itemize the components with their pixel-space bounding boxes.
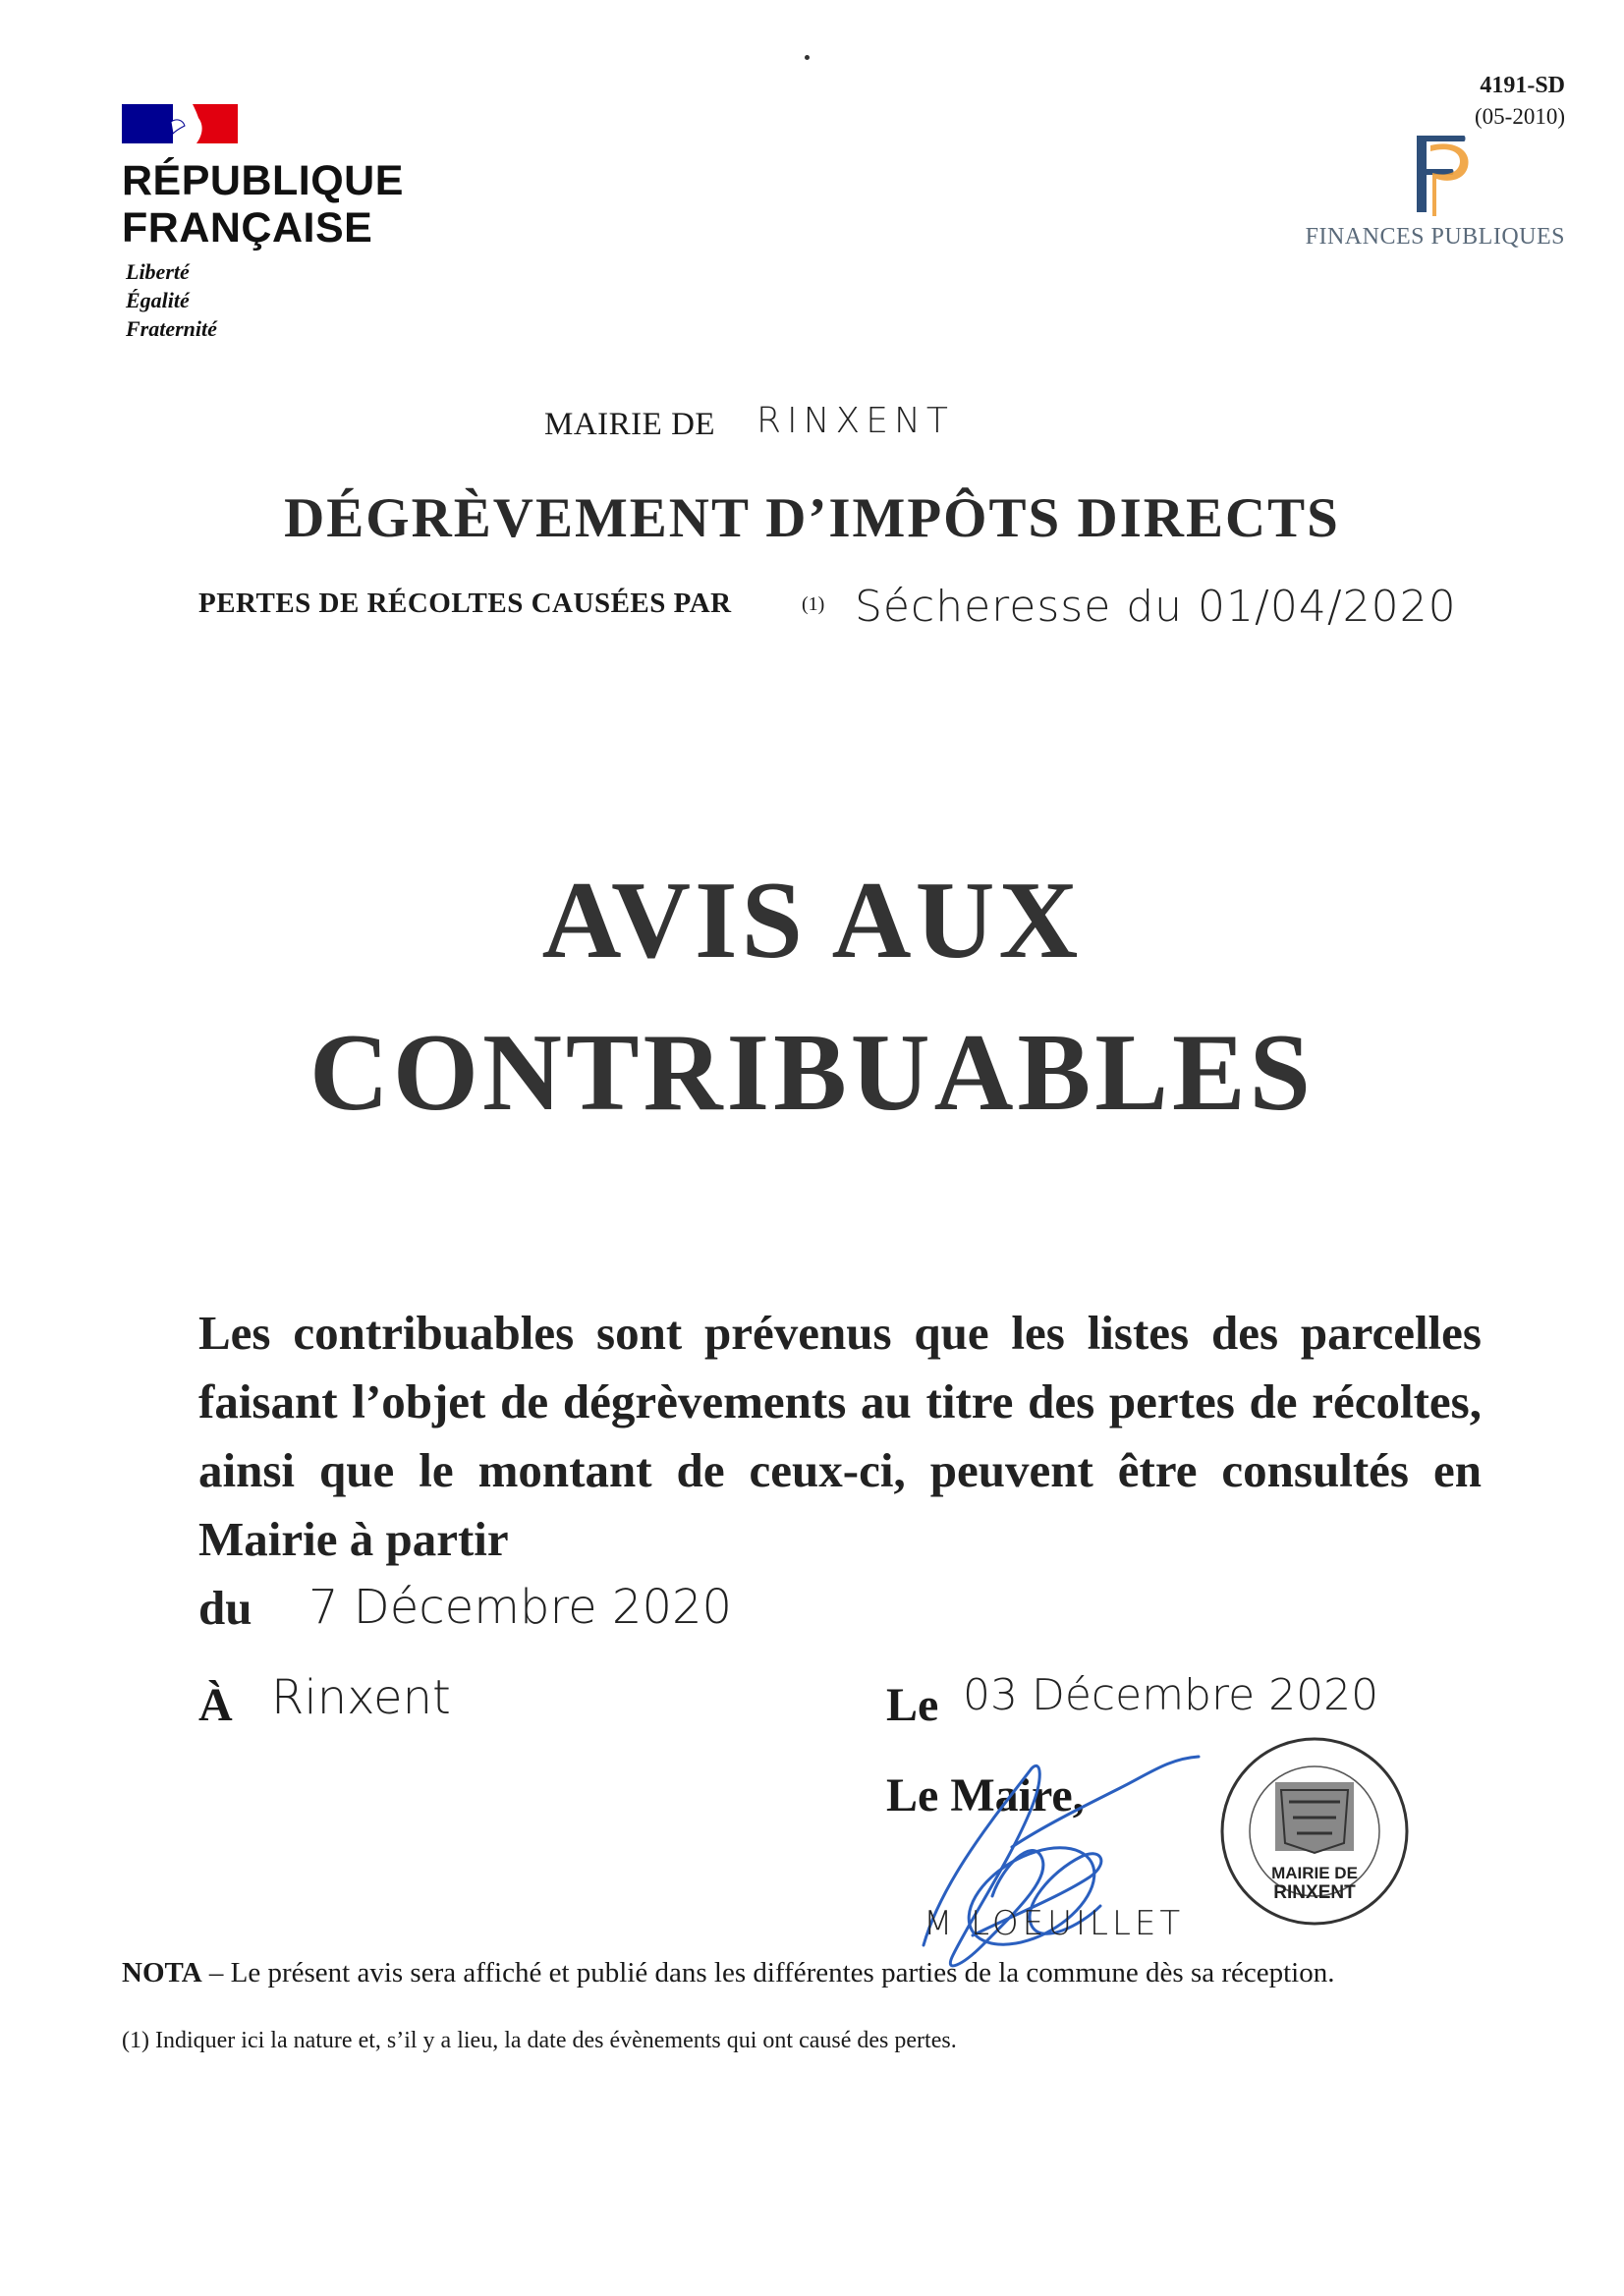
place-value: Rinxent bbox=[271, 1670, 451, 1725]
form-date: (05-2010) bbox=[1475, 104, 1565, 129]
republic-title bbox=[122, 157, 404, 252]
seal-text-line2: RINXENT bbox=[1273, 1882, 1356, 1903]
avis-heading bbox=[0, 845, 1624, 1149]
marianne-flag-logo bbox=[122, 102, 240, 145]
republic-title-line2: FRANÇAISE bbox=[122, 204, 373, 252]
footnote: (1) Indiquer ici la nature et, s’il y a lieu, la date des évènements qui ont causé des pertes. bbox=[122, 2028, 957, 2053]
nota-label: NOTA bbox=[122, 1957, 202, 1988]
motto-liberte: Liberté bbox=[126, 259, 190, 284]
mairie-value: RINXENT bbox=[756, 401, 954, 441]
finances-publiques-label: FINANCES PUBLIQUES bbox=[1305, 224, 1565, 250]
pertes-value: Sécheresse du 01/04/2020 bbox=[855, 582, 1457, 632]
date-value: 03 Décembre 2020 bbox=[963, 1670, 1379, 1720]
place-label: À bbox=[198, 1679, 233, 1731]
mayor-signature bbox=[884, 1729, 1277, 1985]
body-du-label: du bbox=[198, 1581, 252, 1635]
mairie-label: MAIRIE DE bbox=[544, 407, 716, 442]
republic-title-line1: RÉPUBLIQUE bbox=[122, 157, 404, 204]
motto-fraternite: Fraternité bbox=[126, 316, 217, 341]
republic-motto bbox=[126, 257, 217, 343]
nota-text: – Le présent avis sera affiché et publié dans les différentes parties de la commune dès sa réception. bbox=[201, 1957, 1335, 1988]
pertes-label: PERTES DE RÉCOLTES CAUSÉES PAR bbox=[198, 588, 732, 619]
date-label: Le bbox=[886, 1679, 939, 1731]
body-text: Les contribuables sont prévenus que les listes des parcelles faisant l’objet de dégrèvements au titre des pertes de récoltes, ainsi que le montant de ceux-ci, peuvent être consultés en Mairie à partir bbox=[198, 1306, 1482, 1566]
maire-label: Le Maire, bbox=[886, 1769, 1085, 1821]
finances-publiques-logo bbox=[1387, 126, 1485, 224]
seal-text-line1: MAIRIE DE bbox=[1271, 1864, 1358, 1882]
mayor-name: M LOEUILLET bbox=[924, 1904, 1185, 1943]
consultation-date: 7 Décembre 2020 bbox=[308, 1580, 733, 1635]
scan-speck bbox=[805, 55, 810, 60]
avis-heading-line1: AVIS AUX bbox=[541, 860, 1083, 981]
form-code: 4191-SD bbox=[1480, 73, 1565, 98]
document-title: DÉGRÈVEMENT D’IMPÔTS DIRECTS bbox=[284, 487, 1340, 549]
motto-egalite: Égalité bbox=[126, 288, 190, 312]
avis-heading-line2: CONTRIBUABLES bbox=[309, 1012, 1315, 1134]
pertes-footnote-ref: (1) bbox=[802, 593, 825, 615]
nota-paragraph bbox=[122, 1955, 1517, 1990]
